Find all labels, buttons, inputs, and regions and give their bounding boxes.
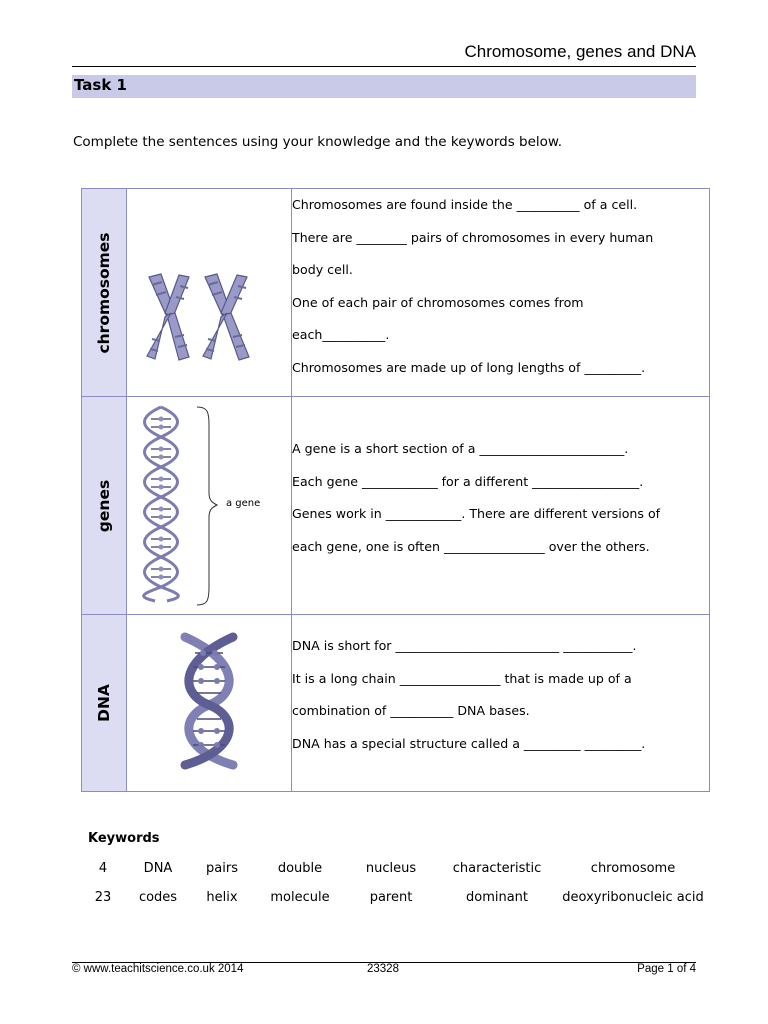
keyword: 4 [98,861,108,876]
row-label-cell [82,397,127,615]
sentence: body cell. [292,262,353,277]
row-label-genes: genes [95,479,113,532]
footer-page-number: Page 1 of 4 [637,963,696,975]
keyword: codes [138,890,178,905]
row-label-cell [82,189,127,397]
sentence: Genes work in ____________. There are different versions of [292,506,661,521]
keywords-row-1 [0,861,768,879]
keyword: helix [206,890,238,905]
double-helix-icon [127,615,291,792]
keyword: deoxyribonucleic acid [562,890,704,905]
table-row [82,397,710,615]
worksheet-table [81,188,710,792]
illustration-cell [127,615,292,792]
sentence: A gene is a short section of a _______________________. [292,441,629,456]
sentence: each__________. [292,327,390,342]
dna-strand-with-gene-bracket-icon [127,397,291,615]
keyword: chromosome [590,861,676,876]
table-row [82,189,710,397]
sentence: One of each pair of chromosomes comes from [292,294,584,310]
keywords-row-2 [0,890,768,908]
keyword: DNA [143,861,173,876]
sentence: Chromosomes are found inside the __________ of a cell. [292,197,638,212]
illustration-cell [127,189,292,397]
header-rule [72,66,696,67]
row-label-dna: DNA [95,684,113,722]
sentence: DNA has a special structure called a _________ _________. [292,735,646,751]
illustration-cell [127,397,292,615]
sentence: combination of __________ DNA bases. [292,703,530,718]
task-heading-bar [72,75,696,98]
gene-annotation-label: a gene [226,498,261,509]
sentence: Each gene ____________ for a different _________________. [292,473,644,489]
footer-code: 23328 [367,963,399,975]
sentence: each gene, one is often ________________ over the others. [292,538,650,554]
keyword: double [277,861,323,876]
keyword: pairs [206,861,238,876]
row-label-chromosomes: chromosomes [95,231,113,354]
keyword: characteristic [452,861,542,876]
footer-copyright: © www.teachitscience.co.uk 2014 [72,963,244,975]
keyword: parent [369,890,413,905]
keywords-title: Keywords [88,831,160,846]
sentence: There are ________ pairs of chromosomes in every human [292,229,654,245]
row-label-cell [82,615,127,792]
task-title: Task 1 [74,76,127,94]
table-row [82,615,710,792]
sentence-cell [292,189,710,397]
sentence: Chromosomes are made up of long lengths of _________. [292,359,646,375]
keyword: 23 [94,890,112,905]
sentence: It is a long chain ________________ that is made up of a [292,670,632,686]
keyword: nucleus [365,861,417,876]
sentence: DNA is short for __________________________ ___________. [292,638,637,653]
sentence-cell [292,397,710,615]
sentence-cell [292,615,710,792]
document-title: Chromosome, genes and DNA [464,42,696,61]
chromosome-pair-icon [127,189,291,397]
keyword: dominant [465,890,529,905]
task-instructions: Complete the sentences using your knowledge and the keywords below. [73,134,563,150]
keyword: molecule [270,890,330,905]
